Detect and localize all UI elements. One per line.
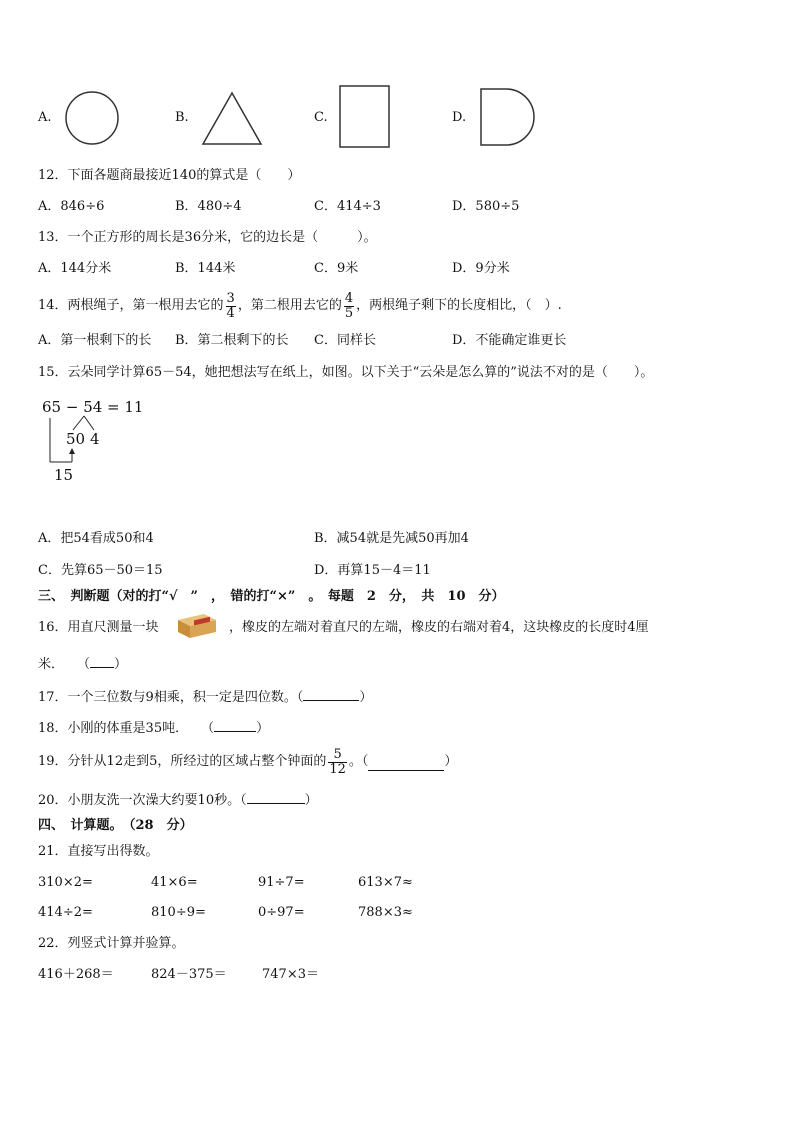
q19-fraction-num: 5 xyxy=(328,748,347,763)
q14-option-c[interactable]: C．同样长 xyxy=(314,333,376,348)
rectangle-shape-icon xyxy=(338,84,392,150)
q18-answer-blank[interactable] xyxy=(214,719,256,732)
q18-end: ） xyxy=(256,721,270,736)
q13-option-c[interactable]: C．9米 xyxy=(314,261,359,276)
q21-item: 414÷2= xyxy=(38,905,93,920)
q21-item: 613×7≈ xyxy=(358,875,413,890)
section-4-title: 四、 计算题。 （28 分） xyxy=(38,818,193,833)
triangle-shape-icon xyxy=(200,90,264,148)
q12-option-a[interactable]: A．846÷6 xyxy=(38,199,105,214)
q16-stem-part1: 16．用直尺测量一块 xyxy=(38,620,159,635)
q14-fraction-2-num: 4 xyxy=(344,290,354,306)
section-3-title: 三、 判断题（对的打“√ ” ， 错的打“×” 。 每题 2 分， 共 10 分） xyxy=(38,589,505,604)
q13-stem: 13．一个正方形的周长是36分米，它的边长是（ ）。 xyxy=(38,230,377,245)
q18-line xyxy=(38,719,269,737)
q14-stem-part3: ，两根绳子剩下的长度相比，（ ）. xyxy=(356,298,562,313)
q13-option-d[interactable]: D．9分米 xyxy=(452,261,510,276)
q20-answer-blank[interactable] xyxy=(247,791,305,804)
q17-end: ） xyxy=(359,690,373,705)
q14-option-d[interactable]: D．不能确定谁更长 xyxy=(452,333,567,348)
q14-stem-part2: ，第二根用去它的 xyxy=(237,298,342,313)
q20-end: ） xyxy=(304,793,318,808)
q21-item: 91÷7= xyxy=(258,875,305,890)
eraser-image-icon xyxy=(174,612,218,640)
q14-fraction-1-den: 4 xyxy=(226,305,235,321)
q17-line xyxy=(38,688,372,706)
diagram-split-left: 50 xyxy=(66,430,86,448)
q21-item: 810÷9= xyxy=(151,905,206,920)
q14-option-b[interactable]: B．第二根剩下的长 xyxy=(175,333,289,348)
q21-item: 0÷97= xyxy=(258,905,305,920)
q14-stem-part1: 14．两根绳子，第一根用去它的 xyxy=(38,298,224,313)
q16-stem-part2: ，橡皮的左端对着直尺的左端，橡皮的右端对着4，这块橡皮的长度时4厘 xyxy=(229,620,649,635)
q12-option-c[interactable]: C．414÷3 xyxy=(314,199,381,214)
q21-item: 41×6= xyxy=(151,875,198,890)
q19-end: ） xyxy=(444,754,458,769)
q14-option-a[interactable]: A．第一根剩下的长 xyxy=(38,333,152,348)
q19-fraction-den: 12 xyxy=(329,761,346,777)
q19-fraction xyxy=(328,748,347,777)
q13-option-a[interactable]: A．144分米 xyxy=(38,261,112,276)
option-d-label: D. xyxy=(452,110,467,125)
q22-stem: 22．列竖式计算并验算。 xyxy=(38,936,185,951)
option-b-label: B. xyxy=(175,110,189,125)
circle-shape-icon xyxy=(64,90,122,148)
q21-item: 310×2= xyxy=(38,875,93,890)
diagram-split-right: 4 xyxy=(90,430,100,448)
q22-item: 416＋268＝ xyxy=(38,967,114,982)
q22-item: 747×3＝ xyxy=(262,967,319,982)
q19-stem-part2: 。（ xyxy=(348,754,369,769)
q20-stem: 20．小朋友洗一次澡大约要10秒。（ xyxy=(38,793,247,808)
diagram-equation: 65 − 54 = 11 xyxy=(42,398,144,416)
q12-stem: 12．下面各题商最接近140的算式是（ ） xyxy=(38,168,301,183)
q16-answer-line xyxy=(38,655,127,673)
q19-stem-part1: 19．分针从12走到5，所经过的区域占整个钟面的 xyxy=(38,754,327,769)
q19-answer-blank[interactable] xyxy=(368,758,444,771)
q18-stem: 18．小刚的体重是35吨． （ xyxy=(38,721,215,736)
q15-option-a[interactable]: A．把54看成50和4 xyxy=(38,531,154,546)
q16-answer-blank[interactable] xyxy=(90,655,114,668)
q15-stem: 15．云朵同学计算65－54，她把想法写在纸上，如图。以下关于“云朵是怎么算的”说法不对的是（ ）。 xyxy=(38,365,654,380)
q17-stem: 17．一个三位数与9相乘，积一定是四位数。（ xyxy=(38,690,304,705)
q16-stem-part3: 米． （ xyxy=(38,657,91,672)
q14-fraction-1 xyxy=(226,292,236,321)
q15-diagram xyxy=(40,396,160,486)
option-a-label: A. xyxy=(38,110,52,125)
q20-line xyxy=(38,791,318,809)
q15-option-d[interactable]: D．再算15－4＝11 xyxy=(314,563,431,578)
q14-fraction-2-den: 5 xyxy=(344,305,354,321)
q17-answer-blank[interactable] xyxy=(303,688,359,701)
q21-stem: 21．直接写出得数。 xyxy=(38,844,159,859)
q22-item: 824－375＝ xyxy=(151,967,227,982)
semicircle-rectangle-shape-icon xyxy=(478,86,538,150)
option-c-label: C. xyxy=(314,110,328,125)
q19-line xyxy=(38,744,457,780)
diagram-result: 15 xyxy=(54,466,74,484)
q14-fraction-2 xyxy=(344,292,354,321)
q21-item: 788×3≈ xyxy=(358,905,413,920)
q13-option-b[interactable]: B．144米 xyxy=(175,261,236,276)
q16-stem-part4: ） xyxy=(114,657,128,672)
q15-option-c[interactable]: C．先算65－50＝15 xyxy=(38,563,163,578)
q12-option-b[interactable]: B．480÷4 xyxy=(175,199,242,214)
q14-stem xyxy=(38,288,562,324)
q14-fraction-1-num: 3 xyxy=(226,290,235,306)
q15-option-b[interactable]: B．减54就是先减50再加4 xyxy=(314,531,469,546)
q12-option-d[interactable]: D．580÷5 xyxy=(452,199,520,214)
